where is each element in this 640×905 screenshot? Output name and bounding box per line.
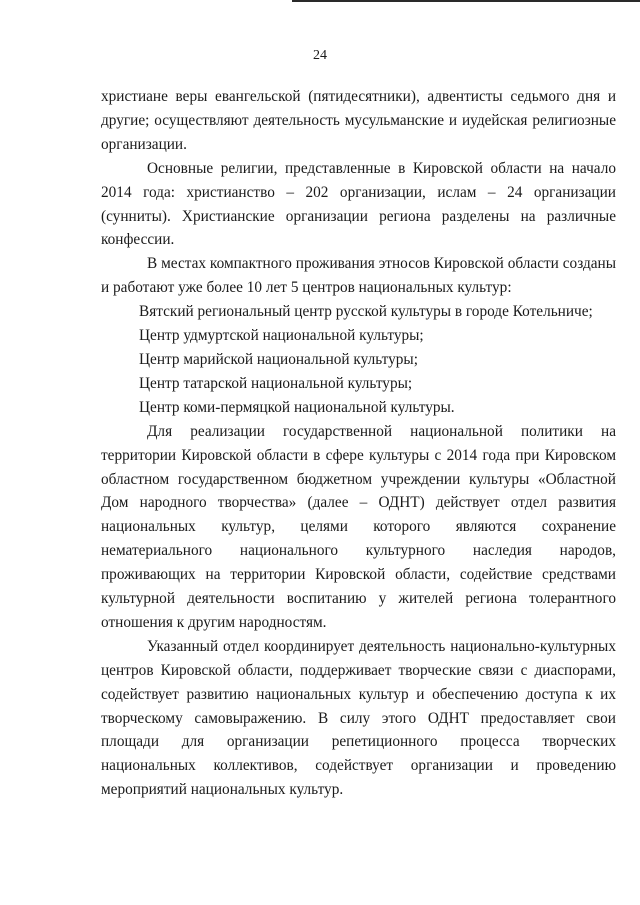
list-item: Центр марийской национальной культуры;: [139, 350, 418, 368]
document-body: [101, 85, 616, 802]
paragraph-religions-continued: христиане веры евангельской (пятидесятники), адвентисты седьмого дня и другие; осуществляют деятельность мусульманские и иудейская религиозные организации.: [101, 88, 616, 153]
page-number: 24: [313, 48, 327, 63]
paragraph-odnt-department: Для реализации государственной национальной политики на территории Кировской области в сфере культуры с 2014 года при Кировском областном государственном бюджетном учреждении культуры «Областной Дом народного творчества» (далее – ОДНТ) действует отдел развития национальных культур, целями которого являются сохранение нематериального национального культурного наследия народов, проживающих на территории Кировской области, содействие средствами культурной деятельности воспитанию у жителей региона толерантного отношения к другим народностям.: [101, 422, 616, 631]
top-edge-rule: [292, 0, 640, 2]
list-item: Центр коми-пермяцкой национальной культуры.: [139, 398, 455, 416]
paragraph-national-centers-intro: В местах компактного проживания этносов Кировской области созданы и работают уже более 10 лет 5 центров национальных культур:: [101, 255, 616, 297]
national-centers-list: [101, 300, 616, 420]
list-item: Центр удмуртской национальной культуры;: [139, 327, 424, 345]
paragraph-main-religions: Основные религии, представленные в Кировской области на начало 2014 года: христианство – 202 организации, ислам – 24 организации (сунниты). Христианские организации региона разделены на различные конфессии.: [101, 159, 616, 249]
paragraph-department-activities: Указанный отдел координирует деятельность национально-культурных центров Кировской области, поддерживает творческие связи с диаспорами, содействует развитию национальных культур и обеспечению доступа к их творческому самовыражению. В силу этого ОДНТ предоставляет свои площади для организации репетиционного процесса творческих национальных коллективов, содействует организации и проведению мероприятий национальных культур.: [101, 637, 616, 799]
list-item: Центр татарской национальной культуры;: [139, 374, 413, 392]
list-item: Вятский региональный центр русской культуры в городе Котельниче;: [139, 303, 593, 321]
